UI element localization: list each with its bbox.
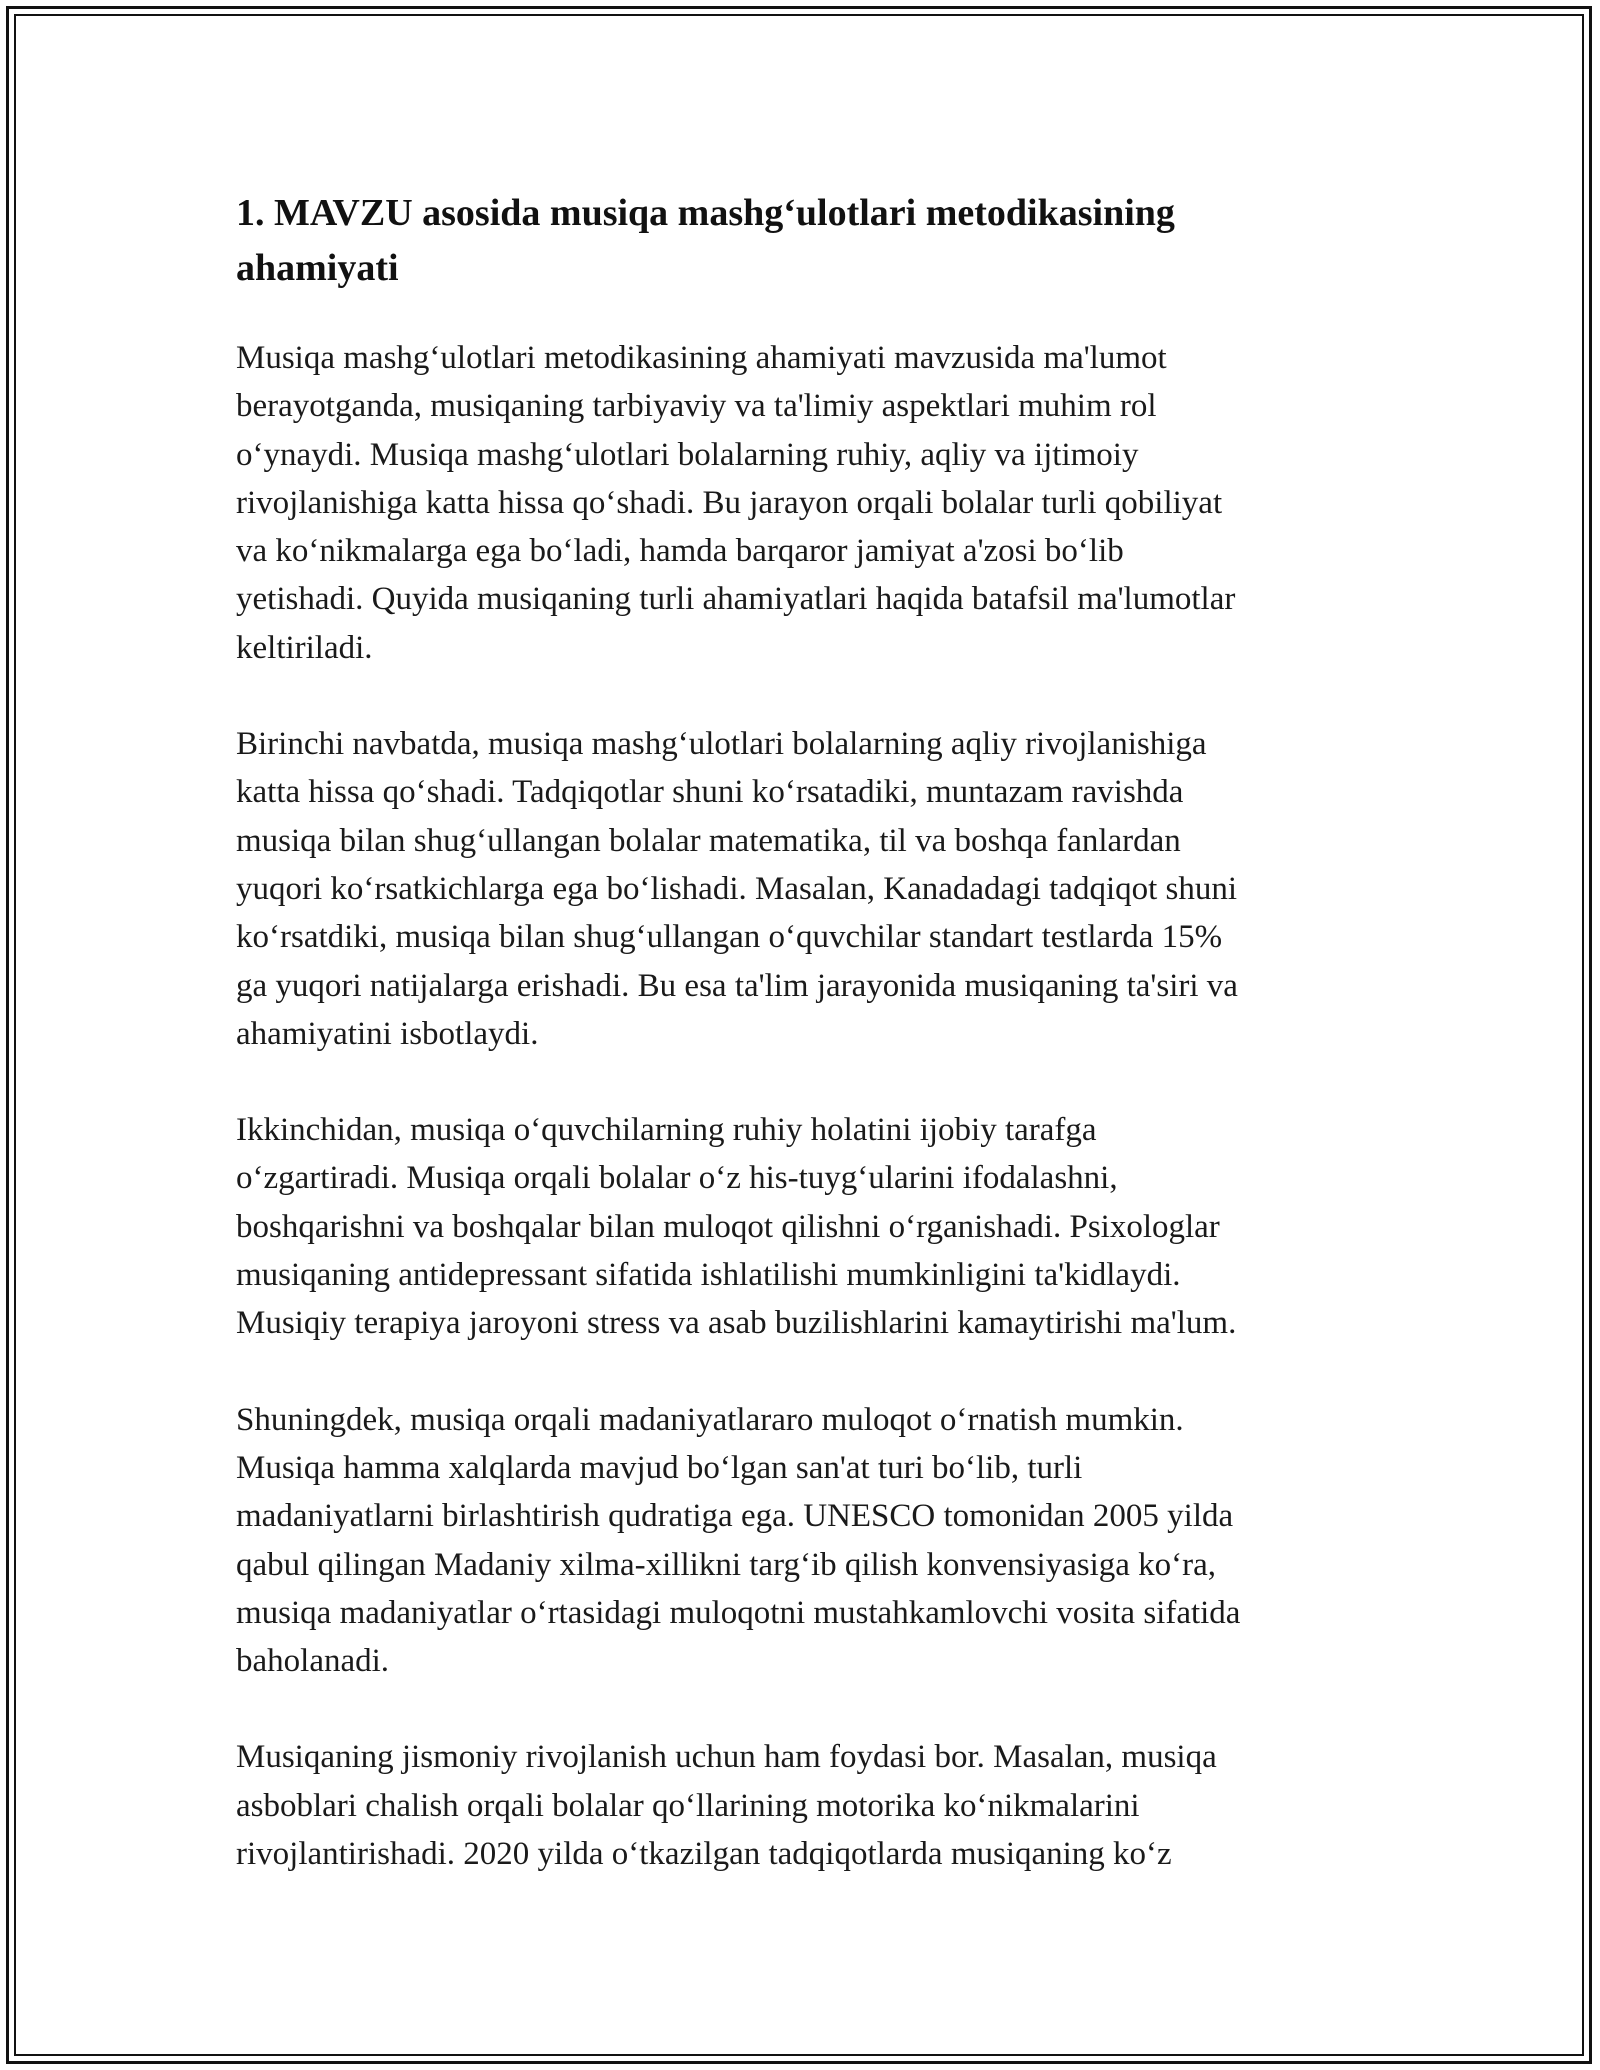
document-body xyxy=(236,186,1356,1926)
paragraph-emotional-state: Ikkinchidan, musiqa o‘quvchilarning ruhiy holatini ijobiy tarafga o‘zgartiradi. Musiqa orqali bolalar o‘z his-tuyg‘ularini ifodalashni, boshqarishni va boshqalar bilan muloqot qilishni o‘rganishadi. Psixologlar musiqaning antidepressant sifatida ishlatilishi mumkinligini ta'kidlaydi. Musiqiy terapiya jaroyoni stress va asab buzilishlarini kamaytirishi ma'lum. xyxy=(236,1112,1237,1342)
paragraph-mental-development: Birinchi navbatda, musiqa mashg‘ulotlari bolalarning aqliy rivojlanishiga katta hissa qo‘shadi. Tadqiqotlar shuni ko‘rsatadiki, muntazam ravishda musiqa bilan shug‘ullangan bolalar matematika, til va boshqa fanlardan yuqori ko‘rsatkichlarga ega bo‘lishadi. Masalan, Kanadadagi tadqiqot shuni ko‘rsatdiki, musiqa bilan shug‘ullangan o‘quvchilar standart testlarda 15% ga yuqori natijalarga erishadi. Bu esa ta'lim jarayonida musiqaning ta'siri va ahamiyatini isbotlaydi. xyxy=(236,726,1238,1052)
paragraph-intercultural-dialogue: Shuningdek, musiqa orqali madaniyatlararo muloqot o‘rnatish mumkin. Musiqa hamma xalqlarda mavjud bo‘lgan san'at turi bo‘lib, turli madaniyatlarni birlashtirish qudratiga ega. UNESCO tomonidan 2005 yilda qabul qilingan Madaniy xilma-xillikni targ‘ib qilish konvensiyasiga ko‘ra, musiqa madaniyatlar o‘rtasidagi muloqotni mustahkamlovchi vosita sifatida baholanadi. xyxy=(236,1401,1241,1680)
paragraph-introduction: Musiqa mashg‘ulotlari metodikasining ahamiyati mavzusida ma'lumot berayotganda, musiqaning tarbiyaviy va ta'limiy aspektlari muhim rol o‘ynaydi. Musiqa mashg‘ulotlari bolalarning ruhiy, aqliy va ijtimoiy rivojlanishiga katta hissa qo‘shadi. Bu jarayon orqali bolalar turli qobiliyat va ko‘nikmalarga ega bo‘ladi, hamda barqaror jamiyat a'zosi bo‘lib yetishadi. Quyida musiqaning turli ahamiyatlari haqida batafsil ma'lumotlar keltiriladi. xyxy=(236,340,1236,666)
paragraph-physical-development: Musiqaning jismoniy rivojlanish uchun ham foydasi bor. Masalan, musiqa asboblari chalish orqali bolalar qo‘llarining motorika ko‘nikmalarini rivojlantirishadi. 2020 yilda o‘tkazilgan tadqiqotlarda musiqaning ko‘z xyxy=(236,1739,1217,1873)
document-title: 1. MAVZU asosida musiqa mashg‘ulotlari metodikasining ahamiyati xyxy=(236,192,1175,289)
